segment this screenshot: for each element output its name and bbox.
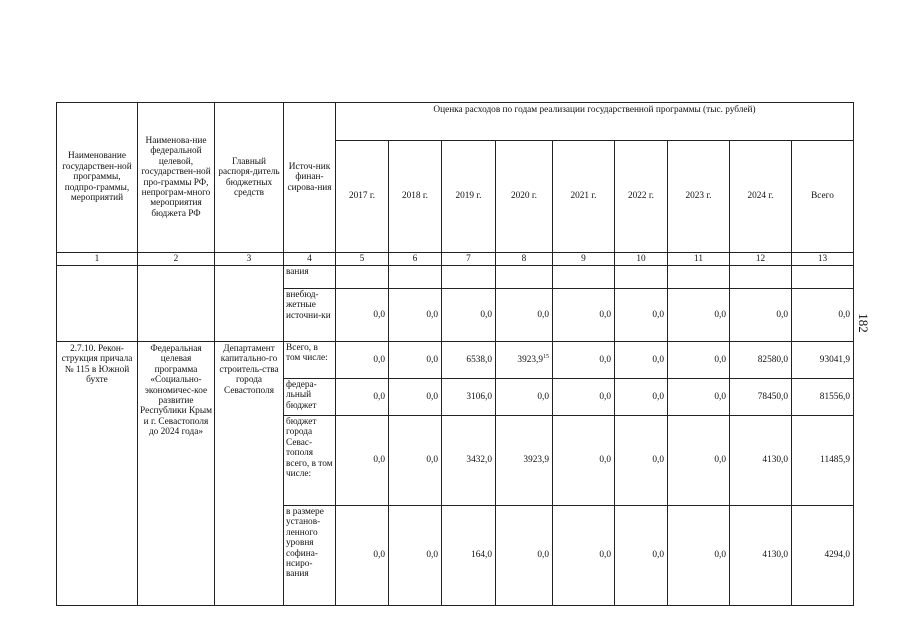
column-number: 12	[730, 253, 792, 266]
value-cell: 0,0	[730, 289, 792, 342]
value-cell: 0,0	[615, 342, 668, 379]
column-number: 7	[442, 253, 496, 266]
value-cell: 164,0	[442, 506, 496, 606]
value-cell: 0,0	[336, 289, 389, 342]
value-cell: 0,0	[336, 506, 389, 606]
header-year: 2024 г.	[730, 141, 792, 253]
header-year: 2021 г.	[553, 141, 615, 253]
value-cell: 0,0	[792, 289, 854, 342]
funding-source-cell: Всего, в том числе:	[284, 342, 336, 379]
value-cell: 0,0	[615, 416, 668, 506]
measure-name-cell: 2.7.10. Рекон-струкция причала № 115 в Южной бухте	[57, 342, 138, 606]
value-cell: 0,0	[389, 289, 442, 342]
column-number: 2	[138, 253, 215, 266]
value-text: 3923,9	[517, 354, 543, 365]
value-cell: 0,0	[553, 506, 615, 606]
funding-source-cell: внебюд-жетные источни-ки	[284, 289, 336, 342]
header-year: 2023 г.	[668, 141, 730, 253]
value-cell: 6538,0	[442, 342, 496, 379]
empty-cell	[215, 266, 284, 342]
value-cell: 0,0	[668, 379, 730, 416]
funding-source-cell: бюджет города Севас-тополя всего, в том числе:	[284, 416, 336, 506]
value-cell: 0,0	[336, 342, 389, 379]
table-row	[57, 342, 854, 379]
federal-program-cell: Федеральная целевая программа «Социально-экономичес-кое развитие Республики Крым и г. Севастополя до 2024 года»	[138, 342, 215, 606]
value-cell: 78450,0	[730, 379, 792, 416]
column-number: 9	[553, 253, 615, 266]
column-number: 4	[284, 253, 336, 266]
column-number: 5	[336, 253, 389, 266]
value-cell: 0,0	[553, 342, 615, 379]
value-cell: 3432,0	[442, 416, 496, 506]
header-year: 2019 г.	[442, 141, 496, 253]
value-cell: 93041,9	[792, 342, 854, 379]
value-cell: 0,0	[442, 289, 496, 342]
value-cell: 0,0	[668, 342, 730, 379]
column-number: 8	[496, 253, 553, 266]
value-cell: 0,0	[336, 416, 389, 506]
value-cell: 0,0	[389, 342, 442, 379]
column-number: 6	[389, 253, 442, 266]
page-number: 182	[856, 313, 871, 333]
funding-source-cell: федера-льный бюджет	[284, 379, 336, 416]
funding-source-cell: вания	[284, 266, 336, 289]
header-year: 2017 г.	[336, 141, 389, 253]
value-cell: 82580,0	[730, 342, 792, 379]
value-cell: 0,0	[389, 379, 442, 416]
header-program-name: Наименование государствен-ной программы, подпро-граммы, мероприятий	[57, 103, 138, 253]
column-number: 3	[215, 253, 284, 266]
value-cell: 0,0	[615, 379, 668, 416]
value-cell: 0,0	[389, 506, 442, 606]
value-cell: 0,0	[668, 506, 730, 606]
footnote-mark: 15	[543, 353, 549, 360]
value-cell: 0,0	[496, 289, 553, 342]
header-expense-estimate: Оценка расходов по годам реализации государственной программы (тыс. рублей)	[336, 103, 854, 141]
value-cell: 81556,0	[792, 379, 854, 416]
value-cell: 4294,0	[792, 506, 854, 606]
column-number: 11	[668, 253, 730, 266]
value-cell: 0,0	[496, 506, 553, 606]
header-federal-program: Наименова-ние федеральной целевой, государствен-ной про-граммы РФ, непрограм-много мероприятия бюджета РФ	[138, 103, 215, 253]
value-cell: 0,0	[389, 416, 442, 506]
value-cell: 0,0	[553, 289, 615, 342]
header-year: 2018 г.	[389, 141, 442, 253]
value-cell: 0,0	[336, 379, 389, 416]
header-budget-manager: Главный распоря-дитель бюджетных средств	[215, 103, 284, 253]
funding-source-cell: в размере установ-ленного уровня софина-нсиро-вания	[284, 506, 336, 606]
column-number: 10	[615, 253, 668, 266]
header-funding-source: Источ-ник финан-сирова-ния	[284, 103, 336, 253]
value-cell: 0,0	[668, 289, 730, 342]
value-cell: 0,0	[496, 379, 553, 416]
budget-table	[56, 102, 854, 606]
value-cell: 11485,9	[792, 416, 854, 506]
empty-cell	[57, 266, 138, 342]
value-cell: 3106,0	[442, 379, 496, 416]
header-year: 2020 г.	[496, 141, 553, 253]
value-cell	[496, 342, 553, 379]
value-cell: 0,0	[615, 289, 668, 342]
budget-table-container	[56, 102, 853, 606]
column-number: 13	[792, 253, 854, 266]
header-total: Всего	[792, 141, 854, 253]
header-year: 2022 г.	[615, 141, 668, 253]
budget-manager-cell: Департамент капитально-го строитель-ства города Севастополя	[215, 342, 284, 606]
column-number: 1	[57, 253, 138, 266]
value-cell: 0,0	[615, 506, 668, 606]
empty-cell	[138, 266, 215, 342]
value-cell: 0,0	[668, 416, 730, 506]
value-cell: 3923,9	[496, 416, 553, 506]
table-row-continued	[57, 266, 854, 289]
value-cell: 0,0	[553, 379, 615, 416]
value-cell: 0,0	[553, 416, 615, 506]
value-cell: 4130,0	[730, 506, 792, 606]
value-cell: 4130,0	[730, 416, 792, 506]
